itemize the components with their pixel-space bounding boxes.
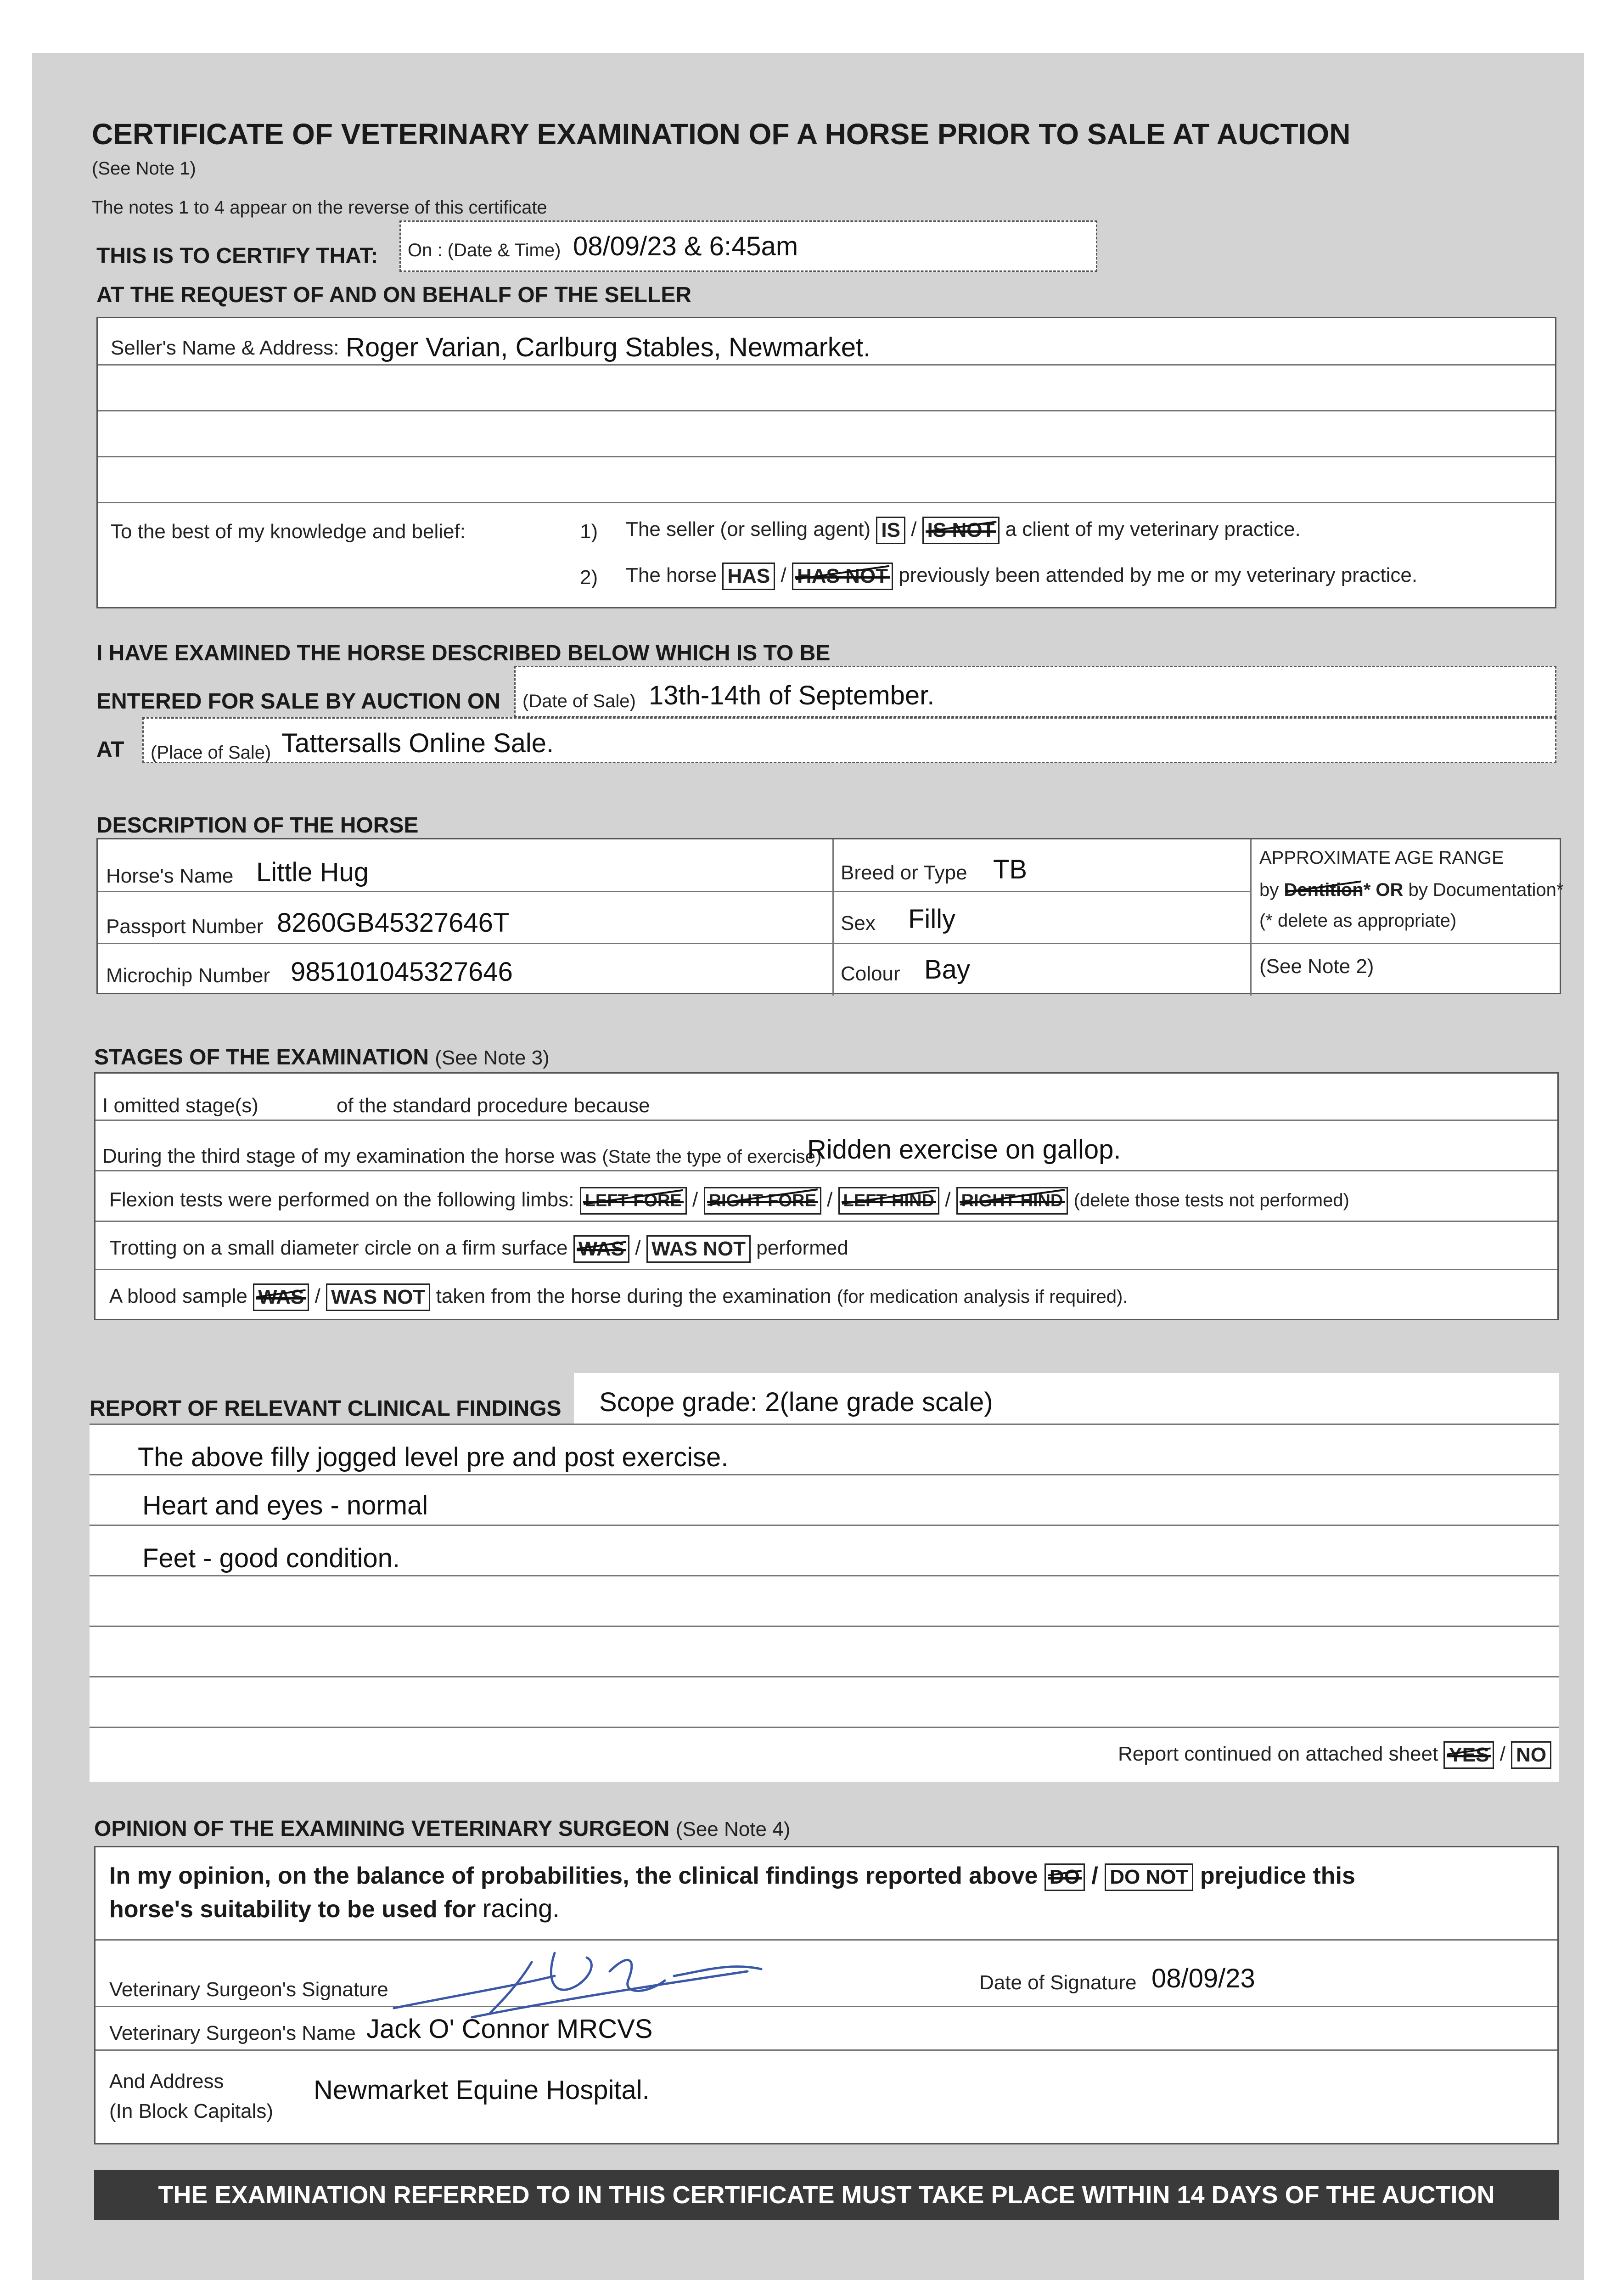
- seller-name-value[interactable]: Roger Varian, Carlburg Stables, Newmarket.: [346, 332, 871, 362]
- divider: [90, 1575, 1559, 1576]
- knowledge-label: To the best of my knowledge and belief:: [111, 520, 466, 543]
- opinion-sep: /: [1091, 1863, 1098, 1889]
- trot-row: Trotting on a small diameter circle on a firm surface WAS / WAS NOT performed: [109, 1234, 848, 1263]
- age-delete-note: (* delete as appropriate): [1259, 911, 1457, 931]
- age-option-documentation[interactable]: by Documentation*: [1408, 880, 1564, 900]
- report-continued-label: Report continued on attached sheet: [1118, 1743, 1438, 1765]
- flexion-post: (delete those tests not performed): [1073, 1190, 1349, 1210]
- blood-pre: A blood sample: [109, 1285, 247, 1307]
- seller-heading: AT THE REQUEST OF AND ON BEHALF OF THE SELLER: [96, 283, 691, 307]
- seller-box: [96, 317, 1556, 608]
- flexion-pre: Flexion tests were performed on the following limbs:: [109, 1188, 574, 1211]
- opinion-text-line2: horse's suitability to be used for: [109, 1896, 476, 1923]
- opinion-heading-text: OPINION OF THE EXAMINING VETERINARY SURGEON: [94, 1817, 670, 1841]
- divider: [98, 410, 1555, 411]
- certify-on-value[interactable]: 08/09/23 & 6:45am: [573, 231, 798, 261]
- see-note-1: (See Note 1): [92, 158, 196, 179]
- opinion-text-pre: In my opinion, on the balance of probabilities, the clinical findings reported above: [109, 1863, 1038, 1889]
- divider: [90, 1727, 1559, 1728]
- surgeon-name-label: Veterinary Surgeon's Name: [109, 2022, 356, 2044]
- blood-post: taken from the horse during the examination: [436, 1285, 831, 1307]
- passport-value[interactable]: 8260GB45327646T: [277, 908, 510, 938]
- report-continued-yes[interactable]: YES: [1443, 1741, 1494, 1769]
- opinion-use-value[interactable]: racing.: [482, 1894, 560, 1923]
- age-by: by: [1259, 880, 1279, 900]
- opinion-option-do[interactable]: DO: [1045, 1863, 1085, 1891]
- trot-post: performed: [756, 1237, 848, 1259]
- age-star-or: * OR: [1363, 880, 1404, 900]
- divider: [98, 456, 1555, 457]
- microchip-label: Microchip Number: [106, 964, 270, 987]
- sale-heading-2: ENTERED FOR SALE BY AUCTION ON: [96, 689, 501, 714]
- divider: [1250, 839, 1252, 996]
- report-continued-no[interactable]: NO: [1511, 1741, 1551, 1769]
- sale-date-box[interactable]: [514, 666, 1556, 717]
- third-stage-row: [102, 1145, 821, 1168]
- address-label-2: (In Block Capitals): [109, 2100, 274, 2122]
- divider: [98, 943, 1250, 944]
- flexion-row: [109, 1186, 1349, 1215]
- item1-option-is-not[interactable]: IS NOT: [922, 517, 1000, 544]
- blood-small: (for medication analysis if required).: [837, 1287, 1128, 1307]
- date-signature-value[interactable]: 08/09/23: [1151, 1964, 1255, 1993]
- item2-row: [626, 562, 1417, 590]
- omitted-post: of the standard procedure because: [337, 1094, 650, 1117]
- divider: [832, 839, 834, 996]
- flexion-right-fore[interactable]: RIGHT FORE: [704, 1187, 821, 1215]
- report-line-3[interactable]: Feet - good condition.: [142, 1543, 400, 1573]
- flexion-left-hind[interactable]: LEFT HIND: [838, 1187, 939, 1215]
- opinion-line-2: [109, 1893, 560, 1923]
- third-stage-value[interactable]: Ridden exercise on gallop.: [807, 1135, 1121, 1165]
- horse-name-label: Horse's Name: [106, 865, 234, 887]
- item2-num: 2): [580, 566, 598, 589]
- divider: [95, 2049, 1557, 2051]
- breed-label: Breed or Type: [841, 861, 967, 884]
- divider: [95, 1939, 1557, 1941]
- sex-value[interactable]: Filly: [908, 904, 956, 934]
- opinion-heading: [94, 1816, 790, 1841]
- colour-value[interactable]: Bay: [924, 955, 970, 985]
- third-stage-small: (State the type of exercise): [602, 1147, 822, 1167]
- item1-option-is[interactable]: IS: [876, 517, 905, 544]
- divider: [90, 1626, 1559, 1627]
- date-signature-label: Date of Signature: [979, 1971, 1137, 1994]
- report-line-1[interactable]: The above filly jogged level pre and post exercise.: [138, 1442, 729, 1472]
- stages-box: [94, 1072, 1559, 1320]
- age-option-dentition[interactable]: Dentition: [1284, 880, 1364, 900]
- trot-option-was-not[interactable]: WAS NOT: [646, 1235, 751, 1263]
- opinion-box: [94, 1846, 1559, 2144]
- report-heading: REPORT OF RELEVANT CLINICAL FINDINGS: [90, 1396, 562, 1421]
- item2-sep: /: [781, 564, 786, 586]
- item1-num: 1): [580, 520, 598, 543]
- item2-post: previously been attended by me or my veterinary practice.: [899, 564, 1418, 586]
- divider: [95, 1221, 1557, 1222]
- trot-option-was[interactable]: WAS: [573, 1235, 629, 1263]
- divider: [90, 1474, 1559, 1475]
- divider: [90, 1525, 1559, 1526]
- description-heading: DESCRIPTION OF THE HORSE: [96, 813, 419, 838]
- divider: [98, 502, 1555, 503]
- divider: [95, 1269, 1557, 1270]
- microchip-value[interactable]: 985101045327646: [291, 957, 513, 987]
- age-options: [1259, 880, 1563, 900]
- certify-on-label: On : (Date & Time): [408, 240, 561, 260]
- description-table: [96, 838, 1564, 994]
- report-continued-row: [1118, 1740, 1551, 1769]
- item1-sep: /: [911, 518, 917, 540]
- sex-label: Sex: [841, 912, 876, 934]
- horse-name-value[interactable]: Little Hug: [256, 857, 369, 887]
- divider: [90, 1676, 1559, 1677]
- blood-option-was-not[interactable]: WAS NOT: [326, 1283, 430, 1311]
- divider: [95, 1120, 1557, 1121]
- item1-post: a client of my veterinary practice.: [1005, 518, 1301, 540]
- sale-heading-1: I HAVE EXAMINED THE HORSE DESCRIBED BELOW WHICH IS TO BE: [96, 641, 831, 665]
- divider: [1250, 943, 1560, 944]
- signature-label: Veterinary Surgeon's Signature: [109, 1978, 388, 2001]
- address-value[interactable]: Newmarket Equine Hospital.: [314, 2075, 650, 2105]
- stages-heading-text: STAGES OF THE EXAMINATION: [94, 1045, 429, 1069]
- flexion-sep: /: [692, 1188, 698, 1211]
- signature-image: [380, 1944, 839, 2022]
- trot-pre: Trotting on a small diameter circle on a firm surface: [109, 1237, 568, 1259]
- item1-pre: The seller (or selling agent): [626, 518, 871, 540]
- divider: [98, 891, 1250, 892]
- surgeon-name-value[interactable]: Jack O' Connor MRCVS: [366, 2014, 653, 2044]
- seller-name-label: Seller's Name & Address:: [111, 337, 339, 359]
- age-see-note: (See Note 2): [1259, 955, 1374, 978]
- certify-label: THIS IS TO CERTIFY THAT:: [96, 244, 378, 268]
- blood-option-was[interactable]: WAS: [253, 1283, 309, 1311]
- stages-heading: [94, 1045, 550, 1070]
- divider: [98, 364, 1555, 366]
- flexion-sep: /: [945, 1188, 951, 1211]
- age-heading: APPROXIMATE AGE RANGE: [1259, 848, 1504, 868]
- certify-date-box[interactable]: [399, 220, 1097, 272]
- item2-pre: The horse: [626, 564, 717, 586]
- sale-place-label: (Place of Sale): [151, 743, 271, 763]
- opinion-option-do-not[interactable]: DO NOT: [1105, 1863, 1193, 1891]
- stages-heading-note: (See Note 3): [435, 1047, 550, 1069]
- opinion-line-1: [109, 1861, 1355, 1891]
- item1-row: [626, 516, 1301, 544]
- notes-reverse: The notes 1 to 4 appear on the reverse of this certificate: [92, 197, 547, 218]
- item2-option-has-not[interactable]: HAS NOT: [792, 563, 893, 590]
- omitted-pre: I omitted stage(s): [102, 1094, 258, 1117]
- footer-banner: THE EXAMINATION REFERRED TO IN THIS CERTIFICATE MUST TAKE PLACE WITHIN 14 DAYS OF THE AUCTION: [94, 2170, 1559, 2220]
- third-stage-pre: During the third stage of my examination the horse was: [102, 1145, 597, 1167]
- report-line-2[interactable]: Heart and eyes - normal: [142, 1491, 428, 1520]
- address-label-1: And Address: [109, 2070, 224, 2093]
- report-first-line-box[interactable]: [574, 1373, 1559, 1424]
- sale-date-label: (Date of Sale): [522, 691, 636, 711]
- flexion-left-fore[interactable]: LEFT FORE: [580, 1187, 687, 1215]
- blood-row: A blood sample WAS / WAS NOT taken from the horse during the examination (for medication analysis if required).: [109, 1283, 1128, 1311]
- sale-date-value[interactable]: 13th-14th of September.: [649, 681, 935, 710]
- divider: [95, 1170, 1557, 1171]
- divider: [90, 1424, 1559, 1425]
- passport-label: Passport Number: [106, 915, 264, 938]
- breed-value[interactable]: TB: [993, 855, 1028, 884]
- colour-label: Colour: [841, 962, 900, 985]
- sale-place-box[interactable]: [142, 717, 1556, 763]
- flexion-sep: /: [827, 1188, 833, 1211]
- report-line-0[interactable]: Scope grade: 2(lane grade scale): [599, 1387, 993, 1417]
- opinion-text-post: prejudice this: [1200, 1863, 1355, 1889]
- sale-place-value[interactable]: Tattersalls Online Sale.: [281, 728, 554, 758]
- document-title: CERTIFICATE OF VETERINARY EXAMINATION OF A HORSE PRIOR TO SALE AT AUCTION: [92, 118, 1351, 151]
- opinion-heading-note: (See Note 4): [675, 1818, 791, 1840]
- report-box[interactable]: [90, 1424, 1559, 1782]
- item2-option-has[interactable]: HAS: [722, 563, 775, 590]
- flexion-right-hind[interactable]: RIGHT HIND: [956, 1187, 1068, 1215]
- sale-at-label: AT: [96, 737, 124, 762]
- report-continued-sep: /: [1499, 1743, 1505, 1765]
